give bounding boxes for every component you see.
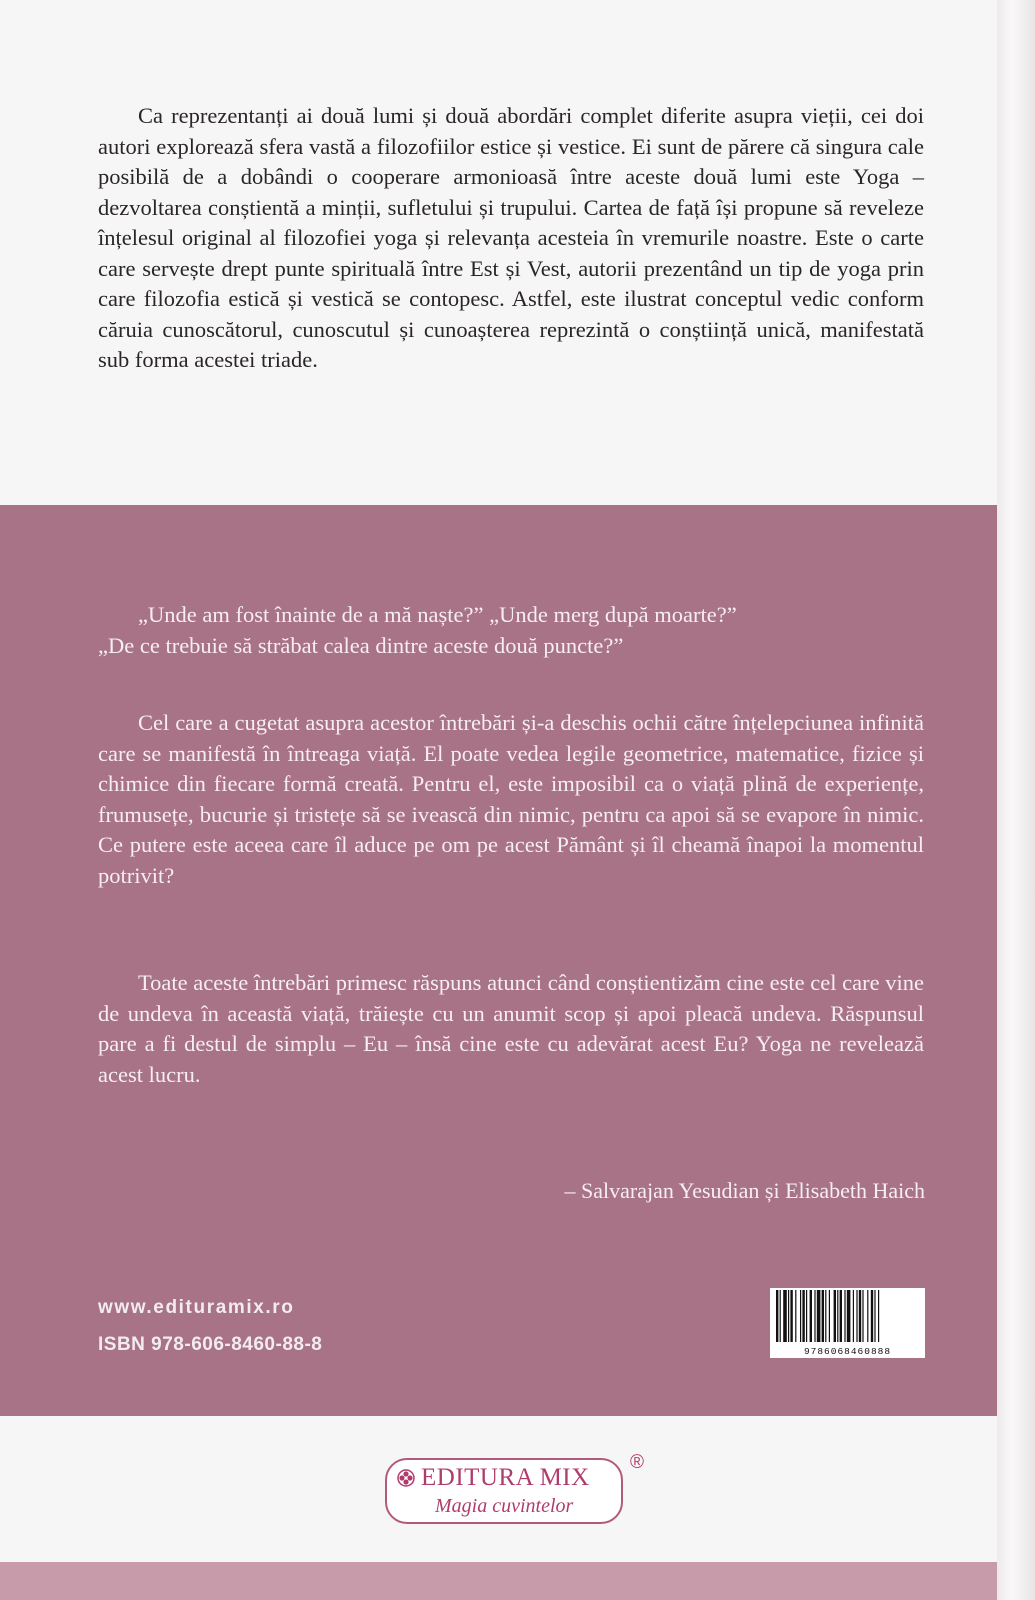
quote-paragraph-3: Toate aceste întrebări primesc răspuns atunci când conștientizăm cine este cel care vine de undeva în această viață, trăiește cu un anumit scop și apoi pleacă undeva. Răspunsul pare a fi destul de simplu – Eu – însă cine este cu adevărat acest Eu? Yoga ne revelează acest lucru. (98, 970, 924, 1087)
barcode-bar (856, 1290, 857, 1342)
barcode-bar (862, 1290, 863, 1342)
barcode-bar (844, 1290, 845, 1342)
blurb-paragraph: Ca reprezentanți ai două lumi și două abordări complet diferite asupra vieții, cei doi autori explorează sfera vastă a filozofiilor estice și vestice. Ei sunt de părere că singura cale posibilă de a dobândi o cooperare armonioasă între aceste două lumi este Yoga – dezvoltarea conștientă a minții, sufletului și trupului. Cartea de față își propune să reveleze înțelesul original al filozofiei yoga și relevanța acesteia în vremurile noastre. Este o carte care servește drept punte spirituală între Est și Vest, autorii prezentând un tip de yoga prin care filozofia estică și vestică se contopesc. Astfel, este ilustrat conceptul vedic conform căruia cunoscătorul, cunoscutul și cunoașterea reprezintă o conștiință unică, manifestată sub forma acestei triade. (98, 103, 924, 372)
questions-paragraph (98, 600, 924, 661)
barcode-bars-icon (770, 1288, 925, 1346)
book-spine-edge (997, 0, 1035, 1600)
registered-mark: ® (630, 1452, 644, 1473)
barcode-bar (859, 1290, 861, 1342)
barcode-bar (780, 1290, 781, 1342)
barcode-bar (871, 1290, 873, 1342)
blurb-text (98, 101, 924, 376)
barcode-bar (853, 1290, 854, 1342)
barcode-bar (783, 1290, 787, 1342)
barcode-bar (834, 1290, 836, 1342)
questions-line-2: „De ce trebuie să străbat calea dintre aceste două puncte?” (98, 632, 624, 658)
barcode-bar (806, 1290, 807, 1342)
questions-line-1: „Unde am fost înainte de a mă naște?” „Unde merg după moarte?” (138, 602, 737, 627)
barcode-number: 9786068460888 (803, 1346, 892, 1357)
publisher-website: www.edituramix.ro (98, 1297, 295, 1318)
barcode-bar (829, 1290, 830, 1342)
barcode-bar (790, 1290, 792, 1342)
barcode-bar (800, 1290, 801, 1342)
barcode-bar (825, 1290, 826, 1342)
barcode-bar (822, 1290, 824, 1342)
quote-paragraph-2: Cel care a cugetat asupra acestor întrebări și-a deschis ochii către înțelepciunea infinită care se manifestă în întreaga viață. El poate vedea legile geometrice, matematice, fizice și chimice din fiecare formă creată. Pentru el, este imposibil ca o viață plină de experiențe, frumusețe, bucurie și tristețe să se ivească din nimic, pentru ca apoi să se evapore în nimic. Ce putere este aceea care îl aduce pe om pe acest Pământ și îl cheamă înapoi la momentul potrivit? (98, 710, 924, 888)
barcode-bar (788, 1290, 789, 1342)
barcode-bar (810, 1290, 812, 1342)
barcode-bar (795, 1290, 796, 1342)
logo-name: EDITURA MIX (421, 1464, 590, 1491)
barcode-bar (874, 1290, 875, 1342)
barcode-bar (840, 1290, 842, 1342)
authors-signature: – Salvarajan Yesudian și Elisabeth Haich (564, 1178, 925, 1203)
logo-tagline: Magia cuvintelor (435, 1495, 574, 1517)
barcode-bar (867, 1290, 868, 1342)
barcode-bar (814, 1290, 815, 1342)
flower-icon (397, 1469, 415, 1487)
barcode-bar (847, 1290, 851, 1342)
barcode-bar (837, 1290, 838, 1342)
barcode-bar (878, 1290, 879, 1342)
barcode-bar (802, 1290, 804, 1342)
bottom-color-strip (0, 1562, 997, 1600)
publisher-logo (385, 1458, 623, 1524)
barcode-bar (776, 1290, 778, 1342)
barcode-bar (817, 1290, 821, 1342)
isbn-barcode (770, 1288, 925, 1358)
isbn-number: ISBN 978-606-8460-88-8 (98, 1334, 323, 1355)
